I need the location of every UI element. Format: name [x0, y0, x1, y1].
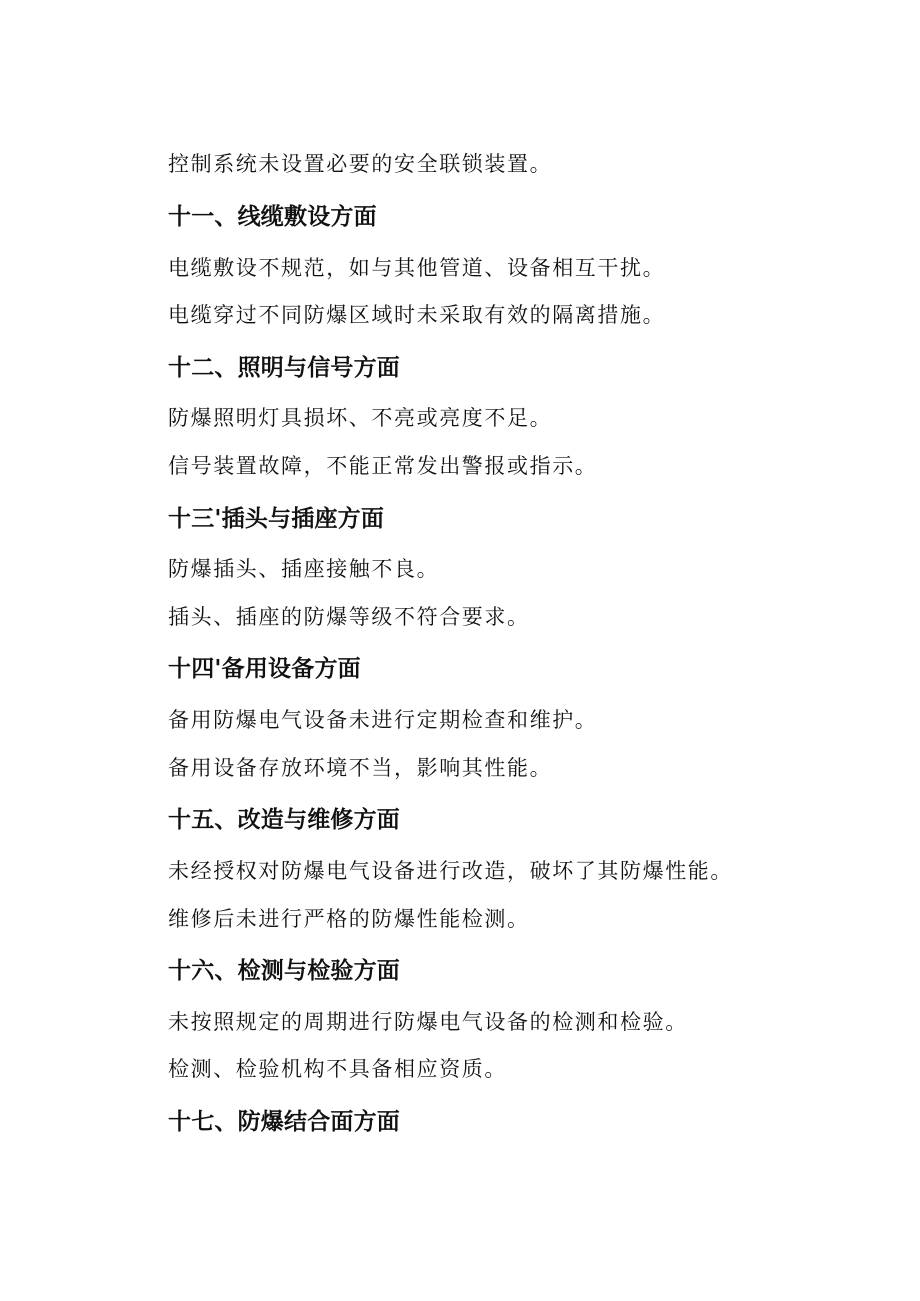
paragraph-modification-1: 未经授权对防爆电气设备进行改造，破坏了其防爆性能。	[168, 859, 733, 883]
paragraph-repair-1: 维修后未进行严格的防爆性能检测。	[168, 907, 530, 931]
paragraph-testing-1: 未按照规定的周期进行防爆电气设备的检测和检验。	[168, 1010, 688, 1034]
section-heading-testing-inspection: 十六、检测与检验方面	[168, 958, 400, 984]
paragraph-cable-laying-1: 电缆敷设不规范，如与其他管道、设备相互干扰。	[168, 256, 666, 280]
section-heading-flameproof-joint: 十七、防爆结合面方面	[168, 1109, 400, 1135]
section-heading-plug-socket: 十三'插头与插座方面	[168, 506, 385, 532]
paragraph-testing-2: 检测、检验机构不具备相应资质。	[168, 1057, 507, 1081]
paragraph-plug-socket-2: 插头、插座的防爆等级不符合要求。	[168, 605, 530, 629]
section-heading-backup-equipment: 十四'备用设备方面	[168, 656, 361, 682]
paragraph-lighting-1: 防爆照明灯具损坏、不亮或亮度不足。	[168, 406, 553, 430]
paragraph-plug-socket-1: 防爆插头、插座接触不良。	[168, 557, 440, 581]
section-heading-cable-laying: 十一、线缆敷设方面	[168, 204, 377, 230]
paragraph-signal-1: 信号装置故障，不能正常发出警报或指示。	[168, 454, 598, 478]
paragraph-interlock: 控制系统未设置必要的安全联锁装置。	[168, 152, 553, 176]
paragraph-backup-1: 备用防爆电气设备未进行定期检查和维护。	[168, 708, 598, 732]
section-heading-modification-repair: 十五、改造与维修方面	[168, 807, 400, 833]
paragraph-backup-2: 备用设备存放环境不当，影响其性能。	[168, 756, 553, 780]
paragraph-cable-laying-2: 电缆穿过不同防爆区域时未采取有效的隔离措施。	[168, 303, 666, 327]
section-heading-lighting-signal: 十二、照明与信号方面	[168, 355, 400, 381]
